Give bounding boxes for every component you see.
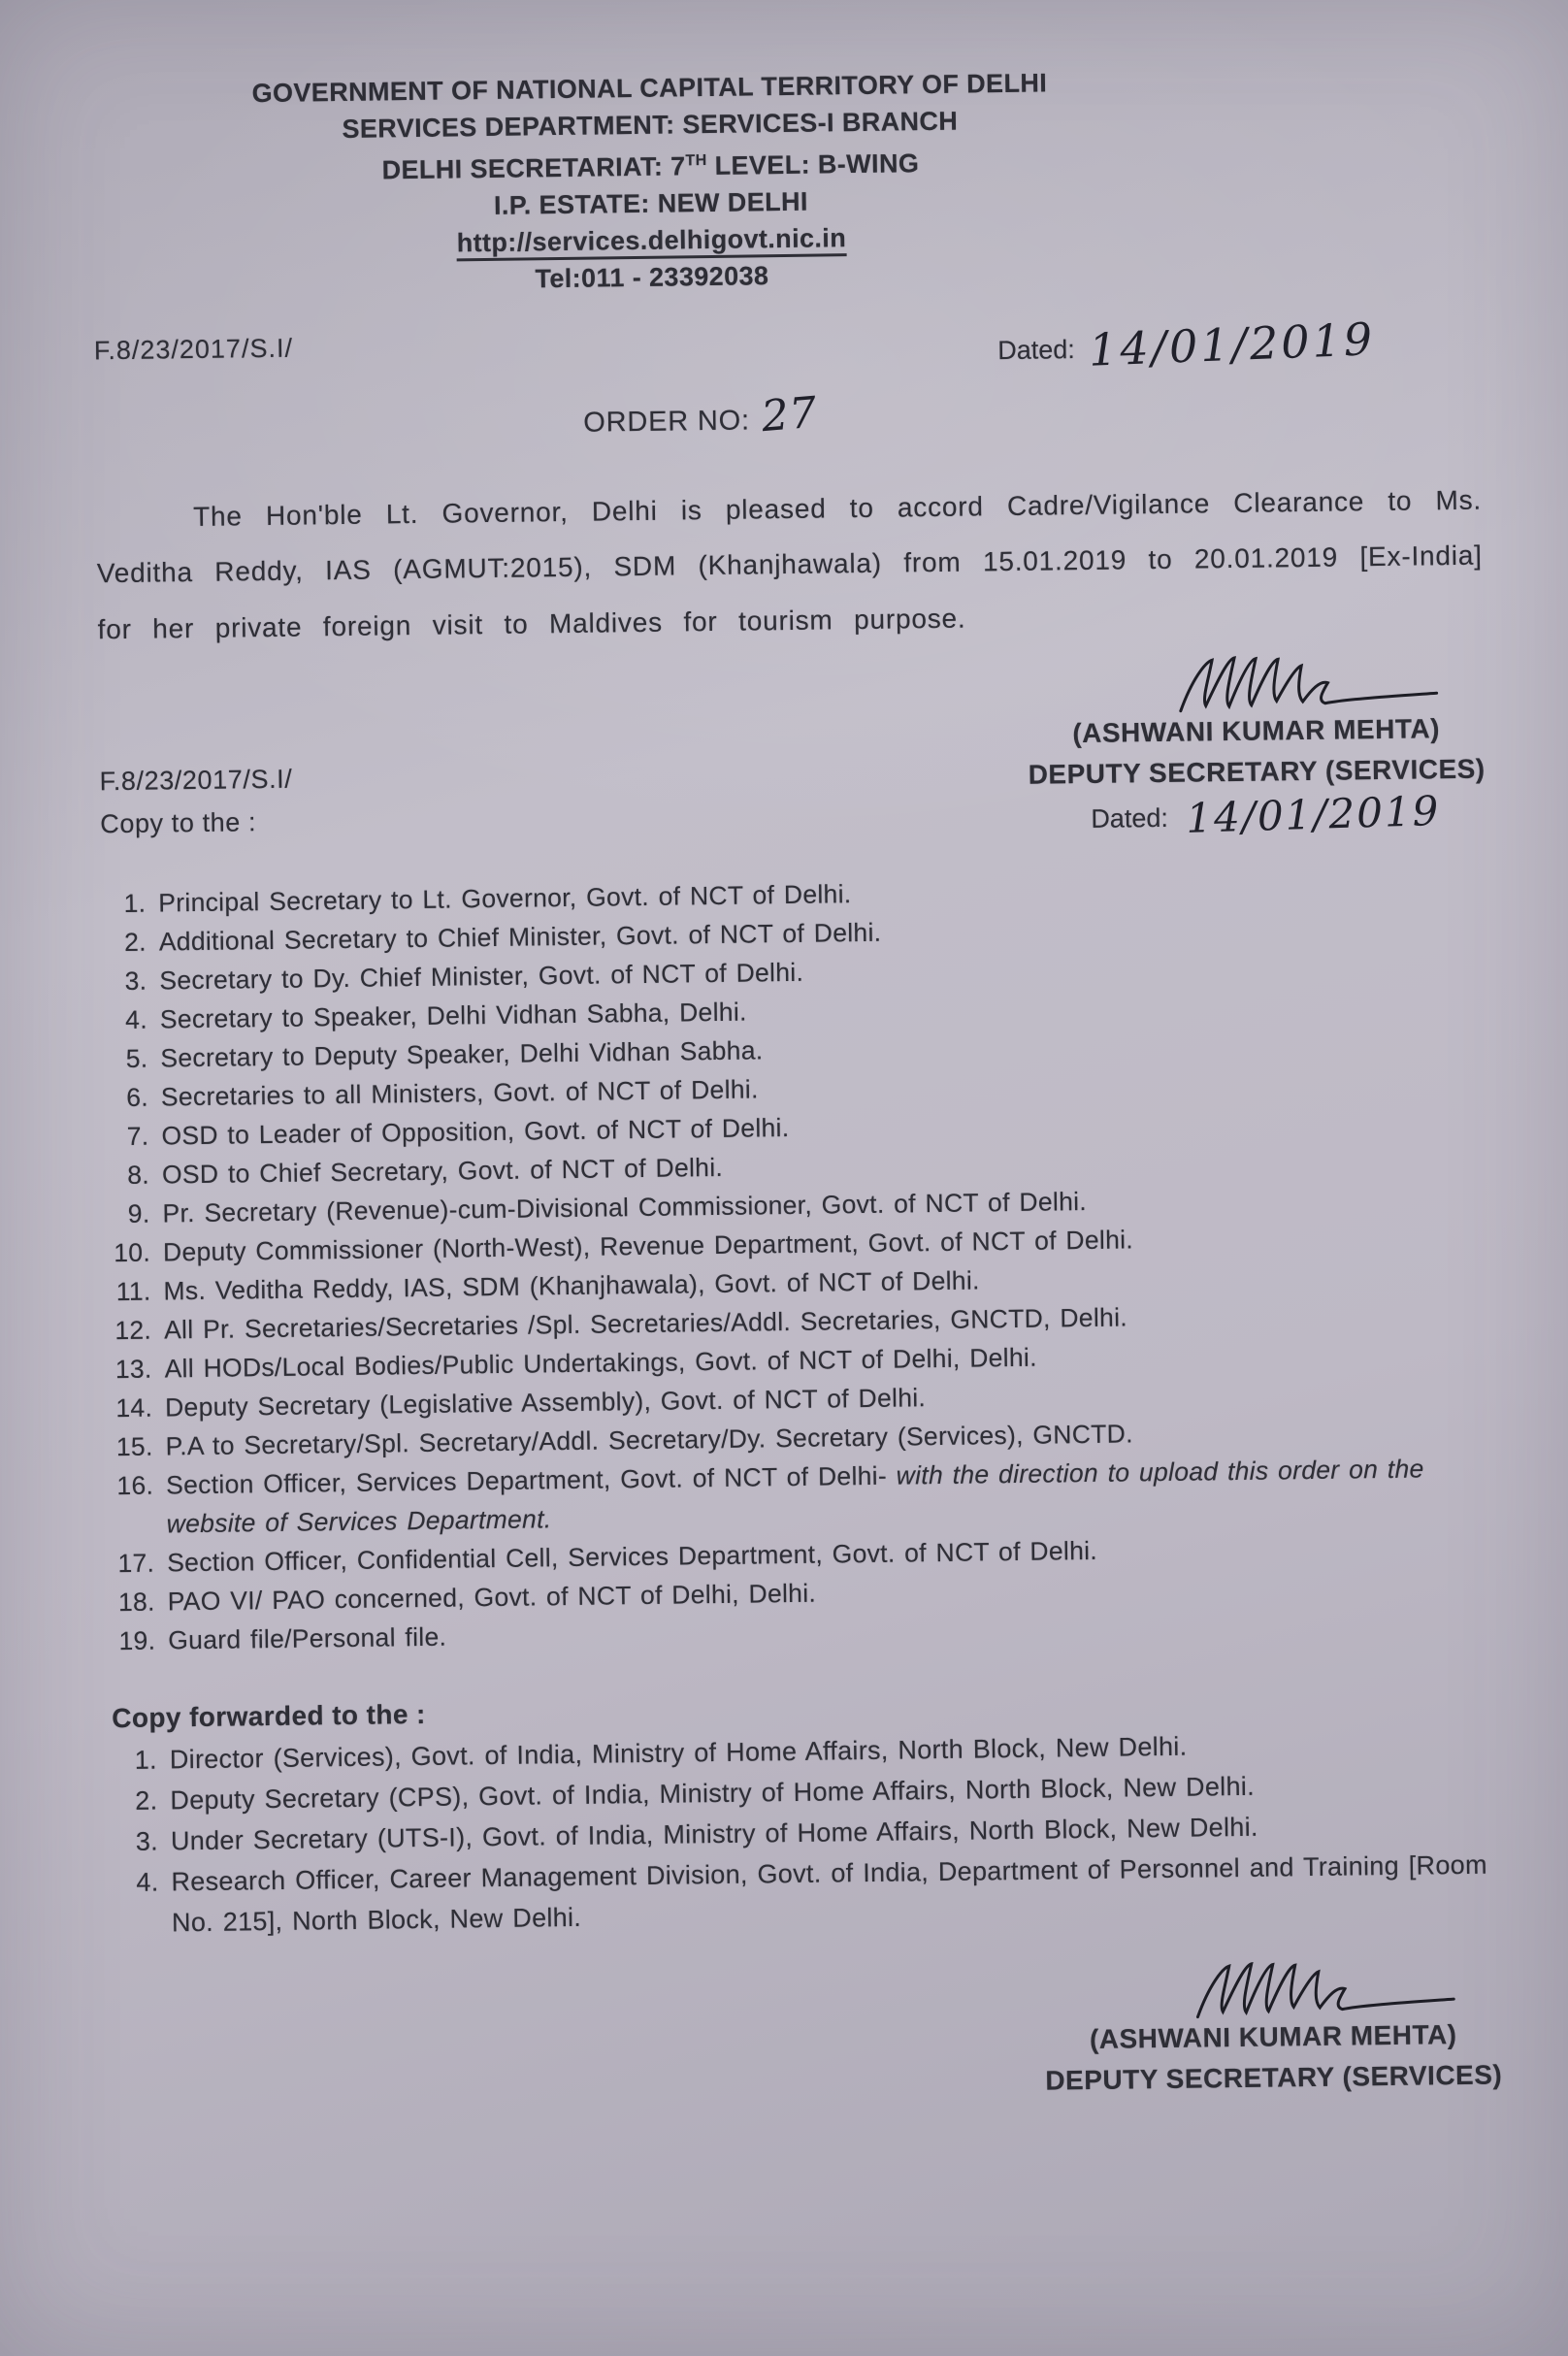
secretariat-ordinal: TH	[685, 152, 707, 170]
dated-label: Dated:	[997, 335, 1075, 366]
secretariat-post: LEVEL: B-WING	[706, 148, 920, 181]
list-item-number: 3.	[124, 965, 147, 997]
list-item-main-text: Secretaries to all Ministers, Govt. of NCT of Delhi.	[160, 1074, 759, 1112]
secretariat-pre: DELHI SECRETARIAT: 7	[381, 151, 686, 185]
list-item-number: 6.	[126, 1082, 149, 1113]
copy-forwarded-heading: Copy forwarded to the :	[112, 1699, 426, 1734]
list-item-main-text: All Pr. Secretaries/Secretaries /Spl. Secretaries/Addl. Secretaries, GNCTD, Delhi.	[163, 1302, 1128, 1345]
list-item-number: 9.	[127, 1198, 150, 1229]
list-item-number: 2.	[135, 1785, 158, 1816]
list-item-main-text: Guard file/Personal file.	[168, 1621, 447, 1655]
file-number-copy: F.8/23/2017/S.I/	[99, 764, 293, 797]
letterhead-line-department: SERVICES DEPARTMENT: SERVICES-I BRANCH	[342, 106, 959, 144]
list-item-number: 4.	[124, 1004, 148, 1035]
list-item-number: 17.	[117, 1548, 155, 1579]
dated-line	[997, 312, 1376, 376]
list-item-number: 3.	[135, 1826, 159, 1857]
signature-and-reference-row	[98, 647, 1486, 848]
handwritten-order-number: 27	[759, 387, 820, 442]
handwritten-date-signature: 14/01/2019	[1185, 787, 1441, 843]
signatory-title: DEPUTY SECRETARY (SERVICES)	[1028, 753, 1486, 790]
copy-forwarded-list	[113, 1722, 1501, 1945]
signature-block-bottom	[1044, 1953, 1503, 2097]
order-label: ORDER NO:	[583, 405, 751, 439]
list-item-number: 19.	[118, 1625, 156, 1656]
list-item-main-text: Secretary to Speaker, Delhi Vidhan Sabha, Delhi.	[159, 997, 747, 1034]
order-body-paragraph: The Hon'ble Lt. Governor, Delhi is pleased to accord Cadre/Vigilance Clearance to Ms. Veditha Reddy, IAS (AGMUT:2015), SDM (Khanjhawala) from 15.01.2019 to 20.01.2019 [Ex-India] for her private foreign visit to Maldives for tourism purpose.	[96, 484, 1483, 645]
copy-to-list	[101, 867, 1496, 1661]
signature-row-bottom	[115, 1953, 1503, 2110]
list-item-main-text: Deputy Secretary (CPS), Govt. of India, Ministry of Home Affairs, North Block, New Delhi.	[170, 1771, 1256, 1816]
list-item-number: 12.	[114, 1315, 152, 1346]
list-item-number: 13.	[114, 1354, 152, 1385]
list-item-number: 18.	[117, 1587, 155, 1618]
list-item-number: 4.	[136, 1867, 159, 1898]
list-item	[114, 1845, 1500, 1945]
list-item-number: 11.	[115, 1276, 151, 1307]
letterhead-line-estate: I.P. ESTATE: NEW DELHI	[493, 186, 809, 220]
file-number: F.8/23/2017/S.I/	[93, 333, 294, 366]
handwritten-date: 14/01/2019	[1087, 312, 1376, 376]
list-item-number: 2.	[123, 927, 147, 958]
list-item-number: 1.	[134, 1745, 158, 1776]
copy-reference-block	[99, 758, 293, 848]
list-item-main-text: Deputy Commissioner (North-West), Revenue Department, Govt. of NCT of Delhi.	[162, 1225, 1134, 1267]
order-number-line	[95, 387, 1306, 445]
list-item-number: 10.	[114, 1237, 151, 1268]
list-item-main-text: Deputy Secretary (Legislative Assembly), Govt. of NCT of Delhi.	[164, 1383, 927, 1423]
letterhead	[90, 62, 1211, 303]
signatory-name: (ASHWANI KUMAR MEHTA)	[1072, 713, 1441, 749]
list-item-main-text: P.A to Secretary/Spl. Secretary/Addl. Secretary/Dy. Secretary (Services), GNCTD.	[165, 1419, 1133, 1461]
list-item-number: 1.	[123, 888, 147, 919]
list-item-main-text: Secretary to Deputy Speaker, Delhi Vidhan Sabha.	[160, 1035, 764, 1073]
reference-row	[93, 312, 1480, 378]
list-item-main-text: OSD to Chief Secretary, Govt. of NCT of Delhi.	[161, 1153, 724, 1190]
signatory-title: DEPUTY SECRETARY (SERVICES)	[1045, 2059, 1503, 2096]
list-item-note: with the direction to upload this order on the website of Services Department.	[166, 1454, 1424, 1539]
list-item-main-text: Director (Services), Govt. of India, Ministry of Home Affairs, North Block, New Delhi.	[169, 1731, 1188, 1775]
list-item-number: 7.	[126, 1121, 149, 1152]
letterhead-telephone: Tel:011 - 23392038	[535, 261, 769, 294]
list-item-main-text: OSD to Leader of Opposition, Govt. of NCT of Delhi.	[161, 1113, 790, 1151]
list-item-main-text: Pr. Secretary (Revenue)-cum-Divisional Commissioner, Govt. of NCT of Delhi.	[162, 1187, 1088, 1228]
list-item-main-text: All HODs/Local Bodies/Public Undertakings, Govt. of NCT of Delhi, Delhi.	[164, 1342, 1037, 1384]
list-item-main-text: Section Officer, Confidential Cell, Services Department, Govt. of NCT of Delhi.	[167, 1536, 1098, 1578]
list-item-main-text: Ms. Veditha Reddy, IAS, SDM (Khanjhawala), Govt. of NCT of Delhi.	[163, 1265, 980, 1306]
signature-dated-line	[1029, 787, 1486, 843]
list-item-text	[155, 1618, 446, 1660]
signature-block-top	[1027, 647, 1486, 843]
website-url: http://services.delhigovt.nic.in	[457, 223, 847, 261]
list-item-main-text: Section Officer, Services Department, Govt. of NCT of Delhi-	[165, 1460, 897, 1500]
list-item-main-text: Principal Secretary to Lt. Governor, Govt. of NCT of Delhi.	[158, 879, 852, 918]
signatory-name: (ASHWANI KUMAR MEHTA)	[1089, 2019, 1457, 2055]
list-item-number: 8.	[127, 1160, 150, 1191]
list-item-main-text: Under Secretary (UTS-I), Govt. of India, Ministry of Home Affairs, North Block, New Delhi.	[170, 1812, 1258, 1856]
list-item-number: 14.	[115, 1392, 153, 1423]
list-item-number: 16.	[116, 1470, 154, 1501]
list-item-number: 5.	[125, 1043, 148, 1074]
list-item-main-text: Additional Secretary to Chief Minister, Govt. of NCT of Delhi.	[158, 917, 882, 957]
signature-dated-label: Dated:	[1091, 803, 1169, 834]
copy-to-heading: Copy to the :	[100, 807, 257, 839]
list-item-text	[158, 1845, 1500, 1944]
list-item-main-text: Secretary to Dy. Chief Minister, Govt. of NCT of Delhi.	[159, 957, 804, 996]
list-item-number: 15.	[115, 1431, 153, 1462]
list-item-main-text: Research Officer, Career Management Division, Govt. of India, Department of Personnel and Training [Room No. 215], North Block, New Delhi.	[171, 1849, 1487, 1938]
list-item-main-text: PAO VI/ PAO concerned, Govt. of NCT of Delhi, Delhi.	[167, 1578, 817, 1617]
letterhead-line-government: GOVERNMENT OF NATIONAL CAPITAL TERRITORY OF DELHI	[251, 68, 1048, 109]
